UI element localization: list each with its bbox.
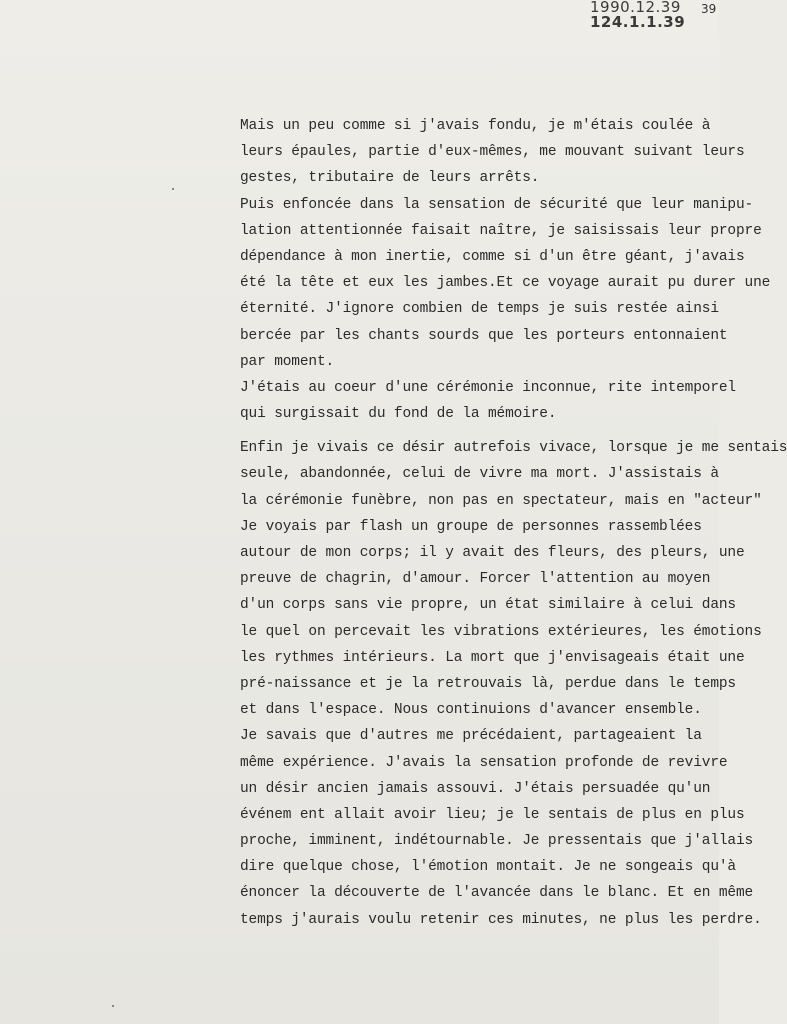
text-line: pré-naissance et je la retrouvais là, perdue dans le temps bbox=[240, 675, 736, 692]
text-line: un désir ancien jamais assouvi. J'étais persuadée qu'un bbox=[240, 780, 711, 797]
text-line: même expérience. J'avais la sensation profonde de revivre bbox=[240, 754, 728, 771]
paragraph-1 bbox=[240, 116, 771, 430]
text-line: seule, abandonnée, celui de vivre ma mort. J'assistais à bbox=[240, 466, 719, 483]
text-line: gestes, tributaire de leurs arrêts. bbox=[240, 170, 540, 187]
text-line: bercée par les chants sourds que les porteurs entonnaient bbox=[240, 327, 728, 344]
paper-speck bbox=[172, 188, 174, 190]
paragraph-2 bbox=[240, 438, 787, 936]
text-line: qui surgissait du fond de la mémoire. bbox=[240, 406, 557, 423]
archive-reference-handwritten-2: 124.1.1.39 bbox=[590, 13, 686, 31]
text-line: éternité. J'ignore combien de temps je suis restée ainsi bbox=[240, 301, 719, 318]
text-line: J'étais au coeur d'une cérémonie inconnue, rite intemporel bbox=[240, 379, 736, 396]
text-line: temps j'aurais voulu retenir ces minutes, ne plus les perdre. bbox=[240, 911, 762, 928]
text-line: Je voyais par flash un groupe de personnes rassemblées bbox=[240, 518, 702, 535]
text-line: Mais un peu comme si j'avais fondu, je m'étais coulée à bbox=[240, 118, 711, 134]
text-line: par moment. bbox=[240, 353, 335, 370]
body-text bbox=[240, 116, 787, 936]
text-line: d'un corps sans vie propre, un état similaire à celui dans bbox=[240, 597, 736, 614]
text-line: Je savais que d'autres me précédaient, partageaient la bbox=[240, 728, 702, 745]
text-line: dépendance à mon inertie, comme si d'un être géant, j'avais bbox=[240, 248, 745, 265]
text-line: et dans l'espace. Nous continuions d'avancer ensemble. bbox=[240, 702, 702, 719]
text-line: dire quelque chose, l'émotion montait. Je ne songeais qu'à bbox=[240, 859, 736, 876]
text-line: la cérémonie funèbre, non pas en spectateur, mais en "acteur" bbox=[240, 492, 762, 509]
text-line: preuve de chagrin, d'amour. Forcer l'attention au moyen bbox=[240, 571, 711, 588]
text-line: autour de mon corps; il y avait des fleurs, des pleurs, une bbox=[240, 545, 745, 561]
text-line: Puis enfoncée dans la sensation de sécurité que leur manipu- bbox=[240, 196, 754, 213]
text-line: les rythmes intérieurs. La mort que j'envisageais était une bbox=[240, 649, 745, 666]
archive-reference-handwritten: 1990.12.39 bbox=[590, 0, 681, 16]
paragraph-gap bbox=[240, 430, 710, 438]
text-line: proche, imminent, indétournable. Je pressentais que j'allais bbox=[240, 833, 754, 850]
text-line: leurs épaules, partie d'eux-mêmes, me mouvant suivant leurs bbox=[240, 144, 745, 161]
text-line: énoncer la découverte de l'avancée dans le blanc. Et en même bbox=[240, 885, 754, 902]
text-line: lation attentionnée faisait naître, je saisissais leur propre bbox=[240, 222, 762, 239]
text-line: été la tête et eux les jambes.Et ce voyage aurait pu durer une bbox=[240, 275, 771, 292]
text-line: Enfin je vivais ce désir autrefois vivace, lorsque je me sentais bbox=[240, 440, 787, 457]
text-line: événem ent allait avoir lieu; je le sentais de plus en plus bbox=[240, 806, 745, 823]
text-line: le quel on percevait les vibrations extérieures, les émotions bbox=[240, 623, 762, 640]
paper-speck bbox=[112, 1005, 114, 1007]
page-number: 39 bbox=[701, 2, 717, 16]
